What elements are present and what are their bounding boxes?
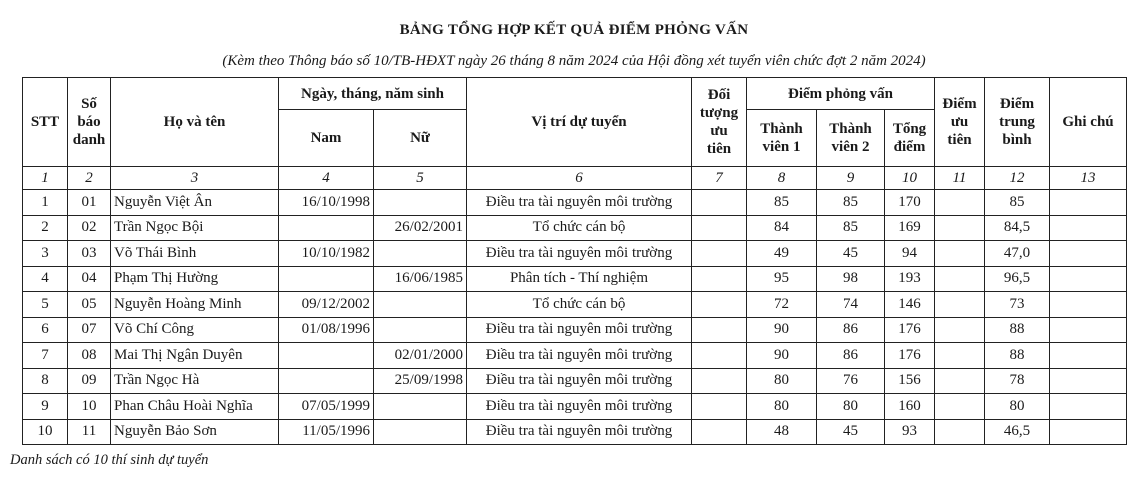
cell-member1-score: 80 <box>747 394 817 420</box>
cell-member2-score: 74 <box>817 292 885 318</box>
table-row <box>23 292 1127 318</box>
column-number: 1 <box>23 167 68 190</box>
cell-dob-male <box>279 266 374 292</box>
header-interview-group: Điểm phỏng vấn <box>747 78 935 110</box>
cell-priority-points <box>935 394 985 420</box>
cell-name: Võ Chí Công <box>111 317 279 343</box>
cell-priority-points <box>935 292 985 318</box>
cell-name: Võ Thái Bình <box>111 241 279 267</box>
cell-name: Trần Ngọc Hà <box>111 368 279 394</box>
cell-name: Phan Châu Hoài Nghĩa <box>111 394 279 420</box>
cell-average-score: 73 <box>985 292 1050 318</box>
cell-position: Điều tra tài nguyên môi trường <box>467 419 692 445</box>
column-number: 11 <box>935 167 985 190</box>
header-priority-points-line2: ưu <box>950 114 969 130</box>
header-total <box>885 110 935 167</box>
table-row <box>23 394 1127 420</box>
header-priority-object-line2: tượng <box>699 105 739 121</box>
cell-dob-female: 02/01/2000 <box>374 343 467 369</box>
header-priority-points <box>935 78 985 167</box>
cell-stt: 1 <box>23 190 68 216</box>
cell-total-score: 170 <box>885 190 935 216</box>
cell-note <box>1050 292 1127 318</box>
header-dob-group: Ngày, tháng, năm sinh <box>279 78 467 110</box>
cell-sbd: 10 <box>68 394 111 420</box>
cell-average-score: 78 <box>985 368 1050 394</box>
cell-stt: 7 <box>23 343 68 369</box>
cell-priority-points <box>935 343 985 369</box>
table-row <box>23 215 1127 241</box>
cell-total-score: 160 <box>885 394 935 420</box>
cell-priority-points <box>935 317 985 343</box>
cell-member2-score: 85 <box>817 190 885 216</box>
column-number: 4 <box>279 167 374 190</box>
cell-sbd: 04 <box>68 266 111 292</box>
cell-member1-score: 84 <box>747 215 817 241</box>
cell-member1-score: 49 <box>747 241 817 267</box>
cell-member1-score: 85 <box>747 190 817 216</box>
table-row <box>23 343 1127 369</box>
header-sbd <box>68 78 111 167</box>
cell-member2-score: 86 <box>817 343 885 369</box>
cell-member2-score: 80 <box>817 394 885 420</box>
cell-note <box>1050 215 1127 241</box>
header-name: Họ và tên <box>111 78 279 167</box>
header-member2-line1: Thành <box>829 121 872 137</box>
cell-sbd: 08 <box>68 343 111 369</box>
header-member1-line2: viên 1 <box>762 139 801 155</box>
cell-position: Điều tra tài nguyên môi trường <box>467 394 692 420</box>
cell-position: Phân tích - Thí nghiệm <box>467 266 692 292</box>
cell-stt: 3 <box>23 241 68 267</box>
cell-total-score: 176 <box>885 317 935 343</box>
cell-priority-points <box>935 190 985 216</box>
cell-note <box>1050 368 1127 394</box>
cell-member2-score: 45 <box>817 241 885 267</box>
cell-average-score: 80 <box>985 394 1050 420</box>
header-member1-line1: Thành <box>760 121 803 137</box>
header-average <box>985 78 1050 167</box>
cell-sbd: 11 <box>68 419 111 445</box>
cell-name: Trần Ngọc Bội <box>111 215 279 241</box>
header-priority-object-line1: Đối <box>707 87 731 103</box>
cell-total-score: 156 <box>885 368 935 394</box>
cell-note <box>1050 317 1127 343</box>
cell-note <box>1050 343 1127 369</box>
header-total-line2: điểm <box>893 139 926 155</box>
cell-dob-female <box>374 419 467 445</box>
header-priority-object <box>692 78 747 167</box>
cell-total-score: 94 <box>885 241 935 267</box>
cell-position: Điều tra tài nguyên môi trường <box>467 368 692 394</box>
header-sbd-line1: Số <box>81 96 97 112</box>
cell-priority-object <box>692 419 747 445</box>
document-title: BẢNG TỔNG HỢP KẾT QUẢ ĐIỂM PHỎNG VẤN <box>399 22 749 38</box>
cell-dob-female <box>374 317 467 343</box>
cell-member1-score: 48 <box>747 419 817 445</box>
header-position: Vị trí dự tuyển <box>467 78 692 167</box>
cell-position: Tổ chức cán bộ <box>467 292 692 318</box>
cell-dob-female: 16/06/1985 <box>374 266 467 292</box>
column-number-row <box>23 167 1127 190</box>
cell-sbd: 07 <box>68 317 111 343</box>
table-body <box>23 190 1127 445</box>
header-male: Nam <box>279 110 374 167</box>
cell-note <box>1050 266 1127 292</box>
column-number: 8 <box>747 167 817 190</box>
cell-priority-points <box>935 215 985 241</box>
cell-stt: 9 <box>23 394 68 420</box>
cell-priority-points <box>935 266 985 292</box>
cell-position: Điều tra tài nguyên môi trường <box>467 317 692 343</box>
cell-member1-score: 90 <box>747 317 817 343</box>
cell-sbd: 05 <box>68 292 111 318</box>
header-average-line1: Điểm <box>999 96 1035 112</box>
column-number: 5 <box>374 167 467 190</box>
column-number: 12 <box>985 167 1050 190</box>
cell-dob-female <box>374 394 467 420</box>
cell-priority-object <box>692 394 747 420</box>
cell-dob-male <box>279 343 374 369</box>
cell-name: Nguyễn Bảo Sơn <box>111 419 279 445</box>
header-average-line2: trung <box>999 114 1035 130</box>
header-priority-points-line3: tiên <box>947 132 972 148</box>
column-number: 13 <box>1050 167 1127 190</box>
interview-results-table <box>22 77 1127 445</box>
cell-average-score: 84,5 <box>985 215 1050 241</box>
cell-name: Phạm Thị Hường <box>111 266 279 292</box>
header-stt: STT <box>23 78 68 167</box>
column-number: 10 <box>885 167 935 190</box>
header-priority-points-line1: Điểm <box>942 96 977 112</box>
column-number: 9 <box>817 167 885 190</box>
cell-member2-score: 86 <box>817 317 885 343</box>
cell-priority-object <box>692 241 747 267</box>
header-note: Ghi chú <box>1050 78 1127 167</box>
header-member1 <box>747 110 817 167</box>
header-female: Nữ <box>374 110 467 167</box>
cell-average-score: 88 <box>985 317 1050 343</box>
cell-position: Tổ chức cán bộ <box>467 215 692 241</box>
cell-dob-male: 10/10/1982 <box>279 241 374 267</box>
cell-member2-score: 76 <box>817 368 885 394</box>
header-member2-line2: viên 2 <box>831 139 870 155</box>
cell-position: Điều tra tài nguyên môi trường <box>467 343 692 369</box>
cell-dob-female <box>374 241 467 267</box>
cell-dob-male: 16/10/1998 <box>279 190 374 216</box>
table-row <box>23 190 1127 216</box>
cell-priority-object <box>692 317 747 343</box>
cell-sbd: 03 <box>68 241 111 267</box>
cell-dob-female <box>374 190 467 216</box>
cell-dob-female: 26/02/2001 <box>374 215 467 241</box>
cell-sbd: 02 <box>68 215 111 241</box>
document-subtitle: (Kèm theo Thông báo số 10/TB-HĐXT ngày 26 tháng 8 năm 2024 của Hội đồng xét tuyển viên chức đợt 2 năm 2024) <box>222 53 926 69</box>
cell-note <box>1050 394 1127 420</box>
cell-note <box>1050 241 1127 267</box>
cell-stt: 10 <box>23 419 68 445</box>
cell-member1-score: 72 <box>747 292 817 318</box>
cell-stt: 4 <box>23 266 68 292</box>
cell-position: Điều tra tài nguyên môi trường <box>467 190 692 216</box>
cell-priority-object <box>692 368 747 394</box>
cell-dob-male <box>279 368 374 394</box>
cell-note <box>1050 190 1127 216</box>
cell-priority-object <box>692 215 747 241</box>
cell-priority-points <box>935 368 985 394</box>
header-average-line3: bình <box>1002 132 1032 148</box>
cell-name: Nguyễn Việt Ân <box>111 190 279 216</box>
cell-dob-male: 07/05/1999 <box>279 394 374 420</box>
cell-stt: 6 <box>23 317 68 343</box>
table-row <box>23 419 1127 445</box>
cell-average-score: 96,5 <box>985 266 1050 292</box>
cell-note <box>1050 419 1127 445</box>
cell-dob-male: 11/05/1996 <box>279 419 374 445</box>
cell-priority-object <box>692 266 747 292</box>
cell-dob-male: 09/12/2002 <box>279 292 374 318</box>
cell-priority-object <box>692 190 747 216</box>
cell-stt: 5 <box>23 292 68 318</box>
cell-dob-female <box>374 292 467 318</box>
column-number: 3 <box>111 167 279 190</box>
column-number: 7 <box>692 167 747 190</box>
cell-total-score: 176 <box>885 343 935 369</box>
cell-average-score: 85 <box>985 190 1050 216</box>
cell-name: Mai Thị Ngân Duyên <box>111 343 279 369</box>
header-sbd-line3: danh <box>72 132 106 148</box>
cell-sbd: 01 <box>68 190 111 216</box>
table-row <box>23 368 1127 394</box>
cell-stt: 2 <box>23 215 68 241</box>
cell-total-score: 193 <box>885 266 935 292</box>
cell-dob-female: 25/09/1998 <box>374 368 467 394</box>
header-total-line1: Tổng <box>892 121 927 137</box>
cell-member2-score: 98 <box>817 266 885 292</box>
table-row <box>23 241 1127 267</box>
cell-name: Nguyễn Hoàng Minh <box>111 292 279 318</box>
cell-total-score: 169 <box>885 215 935 241</box>
table-row <box>23 266 1127 292</box>
cell-average-score: 47,0 <box>985 241 1050 267</box>
cell-sbd: 09 <box>68 368 111 394</box>
cell-total-score: 146 <box>885 292 935 318</box>
cell-position: Điều tra tài nguyên môi trường <box>467 241 692 267</box>
cell-priority-object <box>692 292 747 318</box>
table-row <box>23 317 1127 343</box>
cell-stt: 8 <box>23 368 68 394</box>
footnote: Danh sách có 10 thí sinh dự tuyển <box>10 452 209 468</box>
column-number: 6 <box>467 167 692 190</box>
cell-priority-points <box>935 241 985 267</box>
header-priority-object-line3: ưu <box>710 123 728 139</box>
cell-dob-male: 01/08/1996 <box>279 317 374 343</box>
column-number: 2 <box>68 167 111 190</box>
cell-member1-score: 95 <box>747 266 817 292</box>
header-member2 <box>817 110 885 167</box>
cell-priority-object <box>692 343 747 369</box>
header-priority-object-line4: tiên <box>706 141 732 157</box>
cell-average-score: 88 <box>985 343 1050 369</box>
header-sbd-line2: báo <box>77 114 101 130</box>
cell-priority-points <box>935 419 985 445</box>
cell-dob-male <box>279 215 374 241</box>
cell-average-score: 46,5 <box>985 419 1050 445</box>
cell-member2-score: 85 <box>817 215 885 241</box>
cell-total-score: 93 <box>885 419 935 445</box>
cell-member2-score: 45 <box>817 419 885 445</box>
cell-member1-score: 80 <box>747 368 817 394</box>
cell-member1-score: 90 <box>747 343 817 369</box>
